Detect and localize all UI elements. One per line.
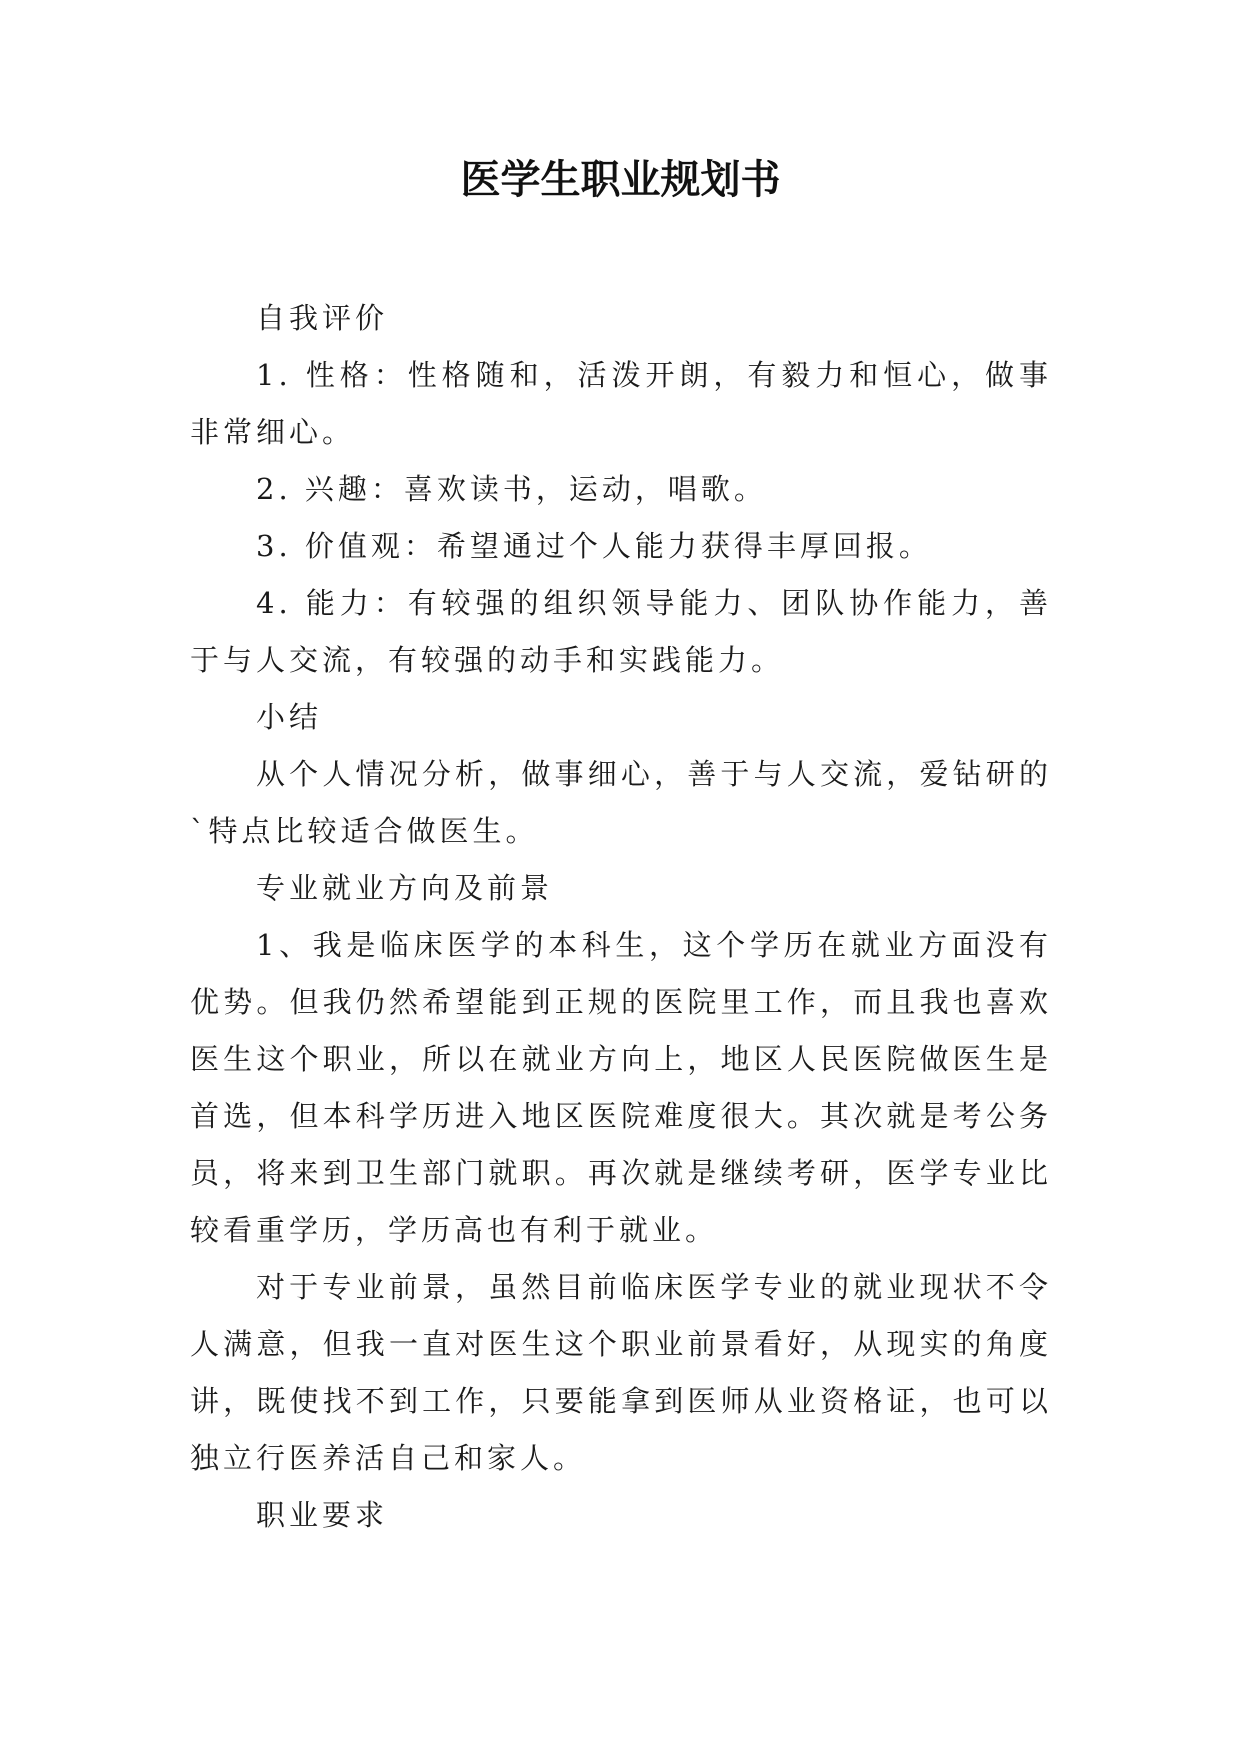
paragraph-personality: 1. 性格：性格随和，活泼开朗，有毅力和恒心，做事非常细心。 <box>190 358 1052 449</box>
heading-self-evaluation: 自我评价 <box>256 301 389 335</box>
heading-career-direction: 专业就业方向及前景 <box>256 871 554 905</box>
paragraph-values: 3. 价值观：希望通过个人能力获得丰厚回报。 <box>256 529 932 563</box>
paragraph-abilities: 4. 能力：有较强的组织领导能力、团队协作能力，善于与人交流，有较强的动手和实践能力。 <box>190 586 1052 677</box>
paragraph-interests: 2. 兴趣：喜欢读书，运动，唱歌。 <box>256 472 767 506</box>
paragraph-summary: 从个人情况分析，做事细心，善于与人交流，爱钻研的`特点比较适合做医生。 <box>190 757 1052 848</box>
document-title: 医学生职业规划书 <box>460 156 781 203</box>
heading-summary: 小结 <box>256 700 323 734</box>
paragraph-prospects: 对于专业前景，虽然目前临床医学专业的就业现状不令人满意，但我一直对医生这个职业前景看好，从现实的角度讲，既使找不到工作，只要能拿到医师从业资格证，也可以独立行医养活自己和家人。 <box>190 1270 1052 1475</box>
heading-career-requirements: 职业要求 <box>256 1498 389 1532</box>
document-body <box>190 290 1052 1544</box>
paragraph-career-direction: 1、我是临床医学的本科生，这个学历在就业方面没有优势。但我仍然希望能到正规的医院里工作，而且我也喜欢医生这个职业，所以在就业方向上，地区人民医院做医生是首选，但本科学历进入地区医院难度很大。其次就是考公务员，将来到卫生部门就职。再次就是继续考研，医学专业比较看重学历，学历高也有利于就业。 <box>190 928 1052 1247</box>
